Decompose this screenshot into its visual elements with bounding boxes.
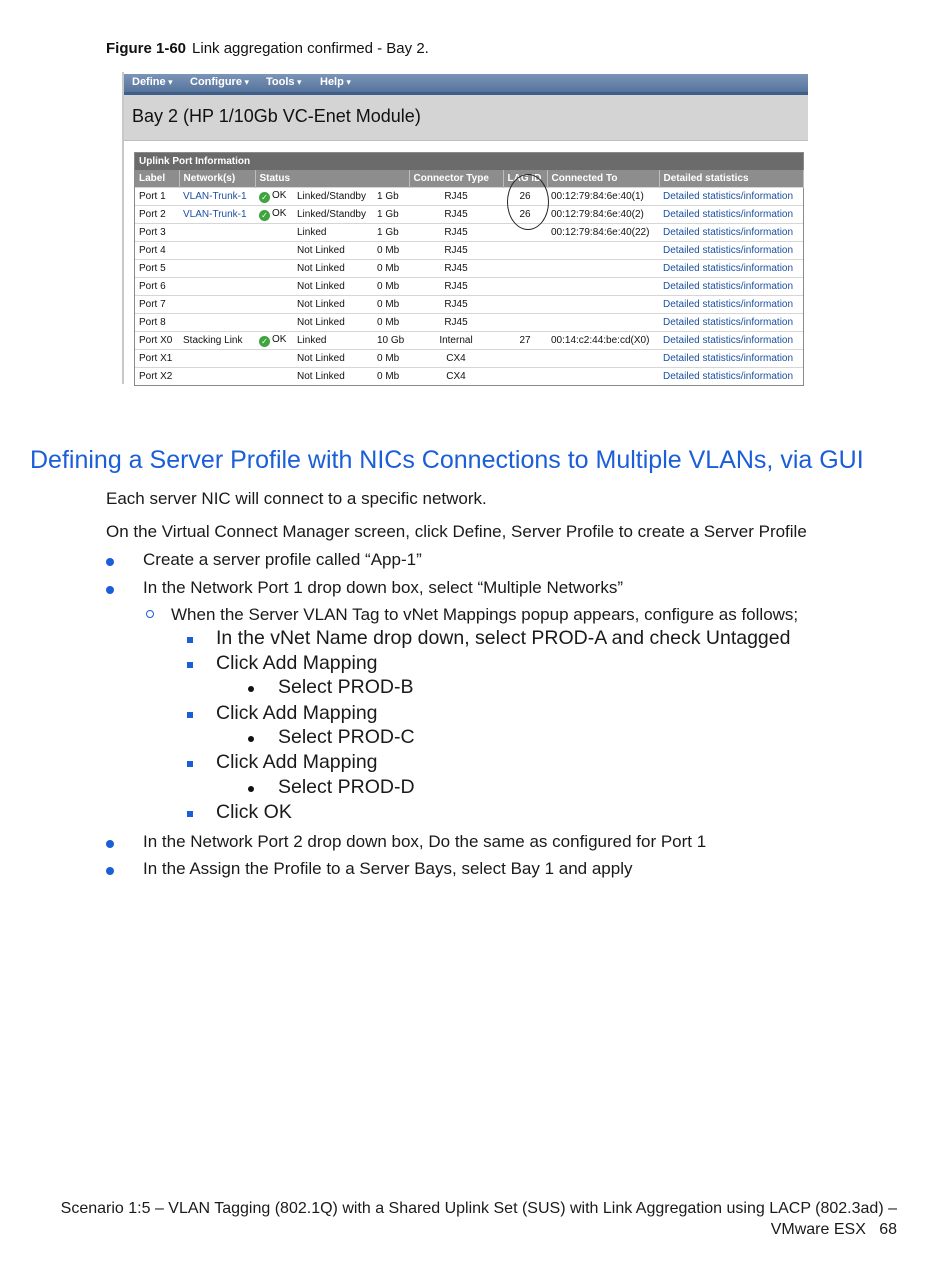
port-speed: 0 Mb — [373, 260, 409, 278]
port-status: Not Linked — [293, 242, 373, 260]
port-connector: RJ45 — [409, 260, 503, 278]
port-label: Port 5 — [135, 260, 179, 278]
port-network — [179, 242, 255, 260]
table-row — [135, 278, 803, 296]
port-lag-id: 26 — [503, 206, 547, 224]
port-label: Port X2 — [135, 368, 179, 386]
menu-configure[interactable]: Configure ▾ — [190, 76, 249, 88]
window-title: Bay 2 (HP 1/10Gb VC-Enet Module) — [132, 106, 421, 126]
port-connected-to: 00:12:79:84:6e:40(1) — [547, 188, 659, 206]
port-status: Not Linked — [293, 368, 373, 386]
port-lag-id: 27 — [503, 332, 547, 350]
table-row — [135, 206, 803, 224]
bullet-square — [187, 662, 193, 668]
col-lag: LAG ID — [503, 170, 547, 188]
lag-highlight-circle — [507, 174, 549, 230]
port-network: Stacking Link — [179, 332, 255, 350]
port-label: Port 8 — [135, 314, 179, 332]
col-stats: Detailed statistics — [659, 170, 803, 188]
port-ok: ✓ OK — [255, 332, 293, 350]
port-speed: 10 Gb — [373, 332, 409, 350]
port-stats-link[interactable]: Detailed statistics/information — [659, 188, 803, 206]
port-connected-to: 00:12:79:84:6e:40(2) — [547, 206, 659, 224]
port-speed: 0 Mb — [373, 296, 409, 314]
port-connector: RJ45 — [409, 188, 503, 206]
bullet-dot — [106, 867, 114, 875]
port-stats-link[interactable]: Detailed statistics/information — [659, 368, 803, 386]
table-row — [135, 296, 803, 314]
paragraph-1: Each server NIC will connect to a specific network. — [106, 489, 487, 508]
port-connected-to — [547, 296, 659, 314]
port-ok — [255, 368, 293, 386]
screenshot-figure — [122, 72, 808, 384]
port-lag-id — [503, 296, 547, 314]
uplink-port-table — [135, 170, 804, 385]
footer-product: VMware ESX — [770, 1221, 866, 1238]
port-speed: 1 Gb — [373, 206, 409, 224]
port-network[interactable]: VLAN-Trunk-1 — [179, 206, 255, 224]
bullet-square — [187, 761, 193, 767]
table-row — [135, 260, 803, 278]
port-connected-to — [547, 242, 659, 260]
ok-check-icon: ✓ — [259, 192, 270, 203]
port-status: Linked — [293, 332, 373, 350]
port-connected-to: 00:14:c2:44:be:cd(X0) — [547, 332, 659, 350]
port-connected-to — [547, 278, 659, 296]
port-status: Linked/Standby — [293, 188, 373, 206]
menu-define[interactable]: Define ▾ — [132, 76, 173, 88]
port-connected-to: 00:12:79:84:6e:40(22) — [547, 224, 659, 242]
bullet-square — [187, 811, 193, 817]
figure-label: Figure 1-60 — [106, 40, 187, 57]
bullet-dot — [248, 736, 254, 742]
footer-line-2 — [61, 1219, 897, 1240]
bullet-square — [187, 712, 193, 718]
port-network — [179, 296, 255, 314]
port-connector: RJ45 — [409, 278, 503, 296]
port-ok — [255, 314, 293, 332]
port-connected-to — [547, 368, 659, 386]
port-ok: ✓ OK — [255, 188, 293, 206]
port-label: Port X0 — [135, 332, 179, 350]
section-heading: Defining a Server Profile with NICs Connections to Multiple VLANs, via GUI — [30, 446, 864, 474]
table-header-row — [135, 170, 803, 188]
table-row — [135, 188, 803, 206]
port-stats-link[interactable]: Detailed statistics/information — [659, 332, 803, 350]
figure-caption — [106, 40, 429, 57]
port-label: Port 6 — [135, 278, 179, 296]
footer-line-1: Scenario 1:5 – VLAN Tagging (802.1Q) with a Shared Uplink Set (SUS) with Link Aggregation using LACP (802.3ad) – — [60, 1200, 897, 1217]
bullet-ring — [146, 610, 154, 618]
menu-help[interactable]: Help ▾ — [320, 76, 351, 88]
port-connected-to — [547, 350, 659, 368]
port-ok: ✓ OK — [255, 206, 293, 224]
port-ok — [255, 260, 293, 278]
panel-title: Uplink Port Information — [135, 153, 803, 170]
port-speed: 0 Mb — [373, 350, 409, 368]
port-speed: 0 Mb — [373, 314, 409, 332]
port-status: Not Linked — [293, 260, 373, 278]
port-label: Port 3 — [135, 224, 179, 242]
col-networks: Network(s) — [179, 170, 255, 188]
port-stats-link[interactable]: Detailed statistics/information — [659, 314, 803, 332]
port-status: Not Linked — [293, 350, 373, 368]
bullet-dot — [248, 786, 254, 792]
col-connected: Connected To — [547, 170, 659, 188]
port-connector: RJ45 — [409, 296, 503, 314]
table-row — [135, 242, 803, 260]
page-number: 68 — [879, 1221, 897, 1238]
port-connector: Internal — [409, 332, 503, 350]
port-connector: RJ45 — [409, 314, 503, 332]
port-lag-id — [503, 368, 547, 386]
figure-caption-text: Link aggregation confirmed - Bay 2. — [192, 40, 429, 57]
port-stats-link[interactable]: Detailed statistics/information — [659, 296, 803, 314]
bullet-square — [187, 637, 193, 643]
col-status: Status — [255, 170, 409, 188]
port-network — [179, 260, 255, 278]
port-status: Not Linked — [293, 296, 373, 314]
menu-tools[interactable]: Tools ▾ — [266, 76, 302, 88]
port-ok — [255, 278, 293, 296]
bullet-dot — [106, 586, 114, 594]
port-speed: 1 Gb — [373, 188, 409, 206]
port-lag-id — [503, 278, 547, 296]
port-ok — [255, 242, 293, 260]
port-status: Not Linked — [293, 278, 373, 296]
port-stats-link[interactable]: Detailed statistics/information — [659, 224, 803, 242]
uplink-port-panel — [134, 152, 804, 386]
port-speed: 0 Mb — [373, 368, 409, 386]
port-lag-id — [503, 242, 547, 260]
port-network — [179, 224, 255, 242]
port-connected-to — [547, 314, 659, 332]
table-row — [135, 224, 803, 242]
port-network[interactable]: VLAN-Trunk-1 — [179, 188, 255, 206]
menu-bar — [124, 74, 808, 92]
bullet-dot — [106, 558, 114, 566]
port-stats-link[interactable]: Detailed statistics/information — [659, 350, 803, 368]
port-connector: CX4 — [409, 368, 503, 386]
port-connector: RJ45 — [409, 206, 503, 224]
bullet-dot — [106, 840, 114, 848]
port-speed: 0 Mb — [373, 278, 409, 296]
port-stats-link[interactable]: Detailed statistics/information — [659, 242, 803, 260]
port-label: Port 2 — [135, 206, 179, 224]
port-network — [179, 278, 255, 296]
table-row — [135, 332, 803, 350]
ok-check-icon: ✓ — [259, 210, 270, 221]
port-connector: RJ45 — [409, 242, 503, 260]
port-speed: 0 Mb — [373, 242, 409, 260]
port-label: Port 1 — [135, 188, 179, 206]
port-status: Linked/Standby — [293, 206, 373, 224]
table-row — [135, 314, 803, 332]
table-row — [135, 368, 803, 386]
port-label: Port X1 — [135, 350, 179, 368]
bullet-dot — [248, 686, 254, 692]
port-network — [179, 314, 255, 332]
col-label: Label — [135, 170, 179, 188]
page-footer — [61, 1198, 897, 1240]
port-stats-link[interactable]: Detailed statistics/information — [659, 206, 803, 224]
port-ok — [255, 296, 293, 314]
port-label: Port 4 — [135, 242, 179, 260]
col-connector: Connector Type — [409, 170, 503, 188]
port-stats-link[interactable]: Detailed statistics/information — [659, 260, 803, 278]
ok-check-icon: ✓ — [259, 336, 270, 347]
port-connector: RJ45 — [409, 224, 503, 242]
port-lag-id — [503, 260, 547, 278]
window-title-bar — [124, 95, 808, 141]
port-lag-id: 26 — [503, 188, 547, 206]
port-ok — [255, 350, 293, 368]
table-row — [135, 350, 803, 368]
port-network — [179, 368, 255, 386]
paragraph-2: On the Virtual Connect Manager screen, click Define, Server Profile to create a Server Profile — [106, 522, 807, 541]
port-ok — [255, 224, 293, 242]
port-speed: 1 Gb — [373, 224, 409, 242]
port-status: Not Linked — [293, 314, 373, 332]
port-connector: CX4 — [409, 350, 503, 368]
port-network — [179, 350, 255, 368]
port-label: Port 7 — [135, 296, 179, 314]
port-lag-id — [503, 314, 547, 332]
port-lag-id — [503, 350, 547, 368]
port-stats-link[interactable]: Detailed statistics/information — [659, 278, 803, 296]
port-connected-to — [547, 260, 659, 278]
port-status: Linked — [293, 224, 373, 242]
